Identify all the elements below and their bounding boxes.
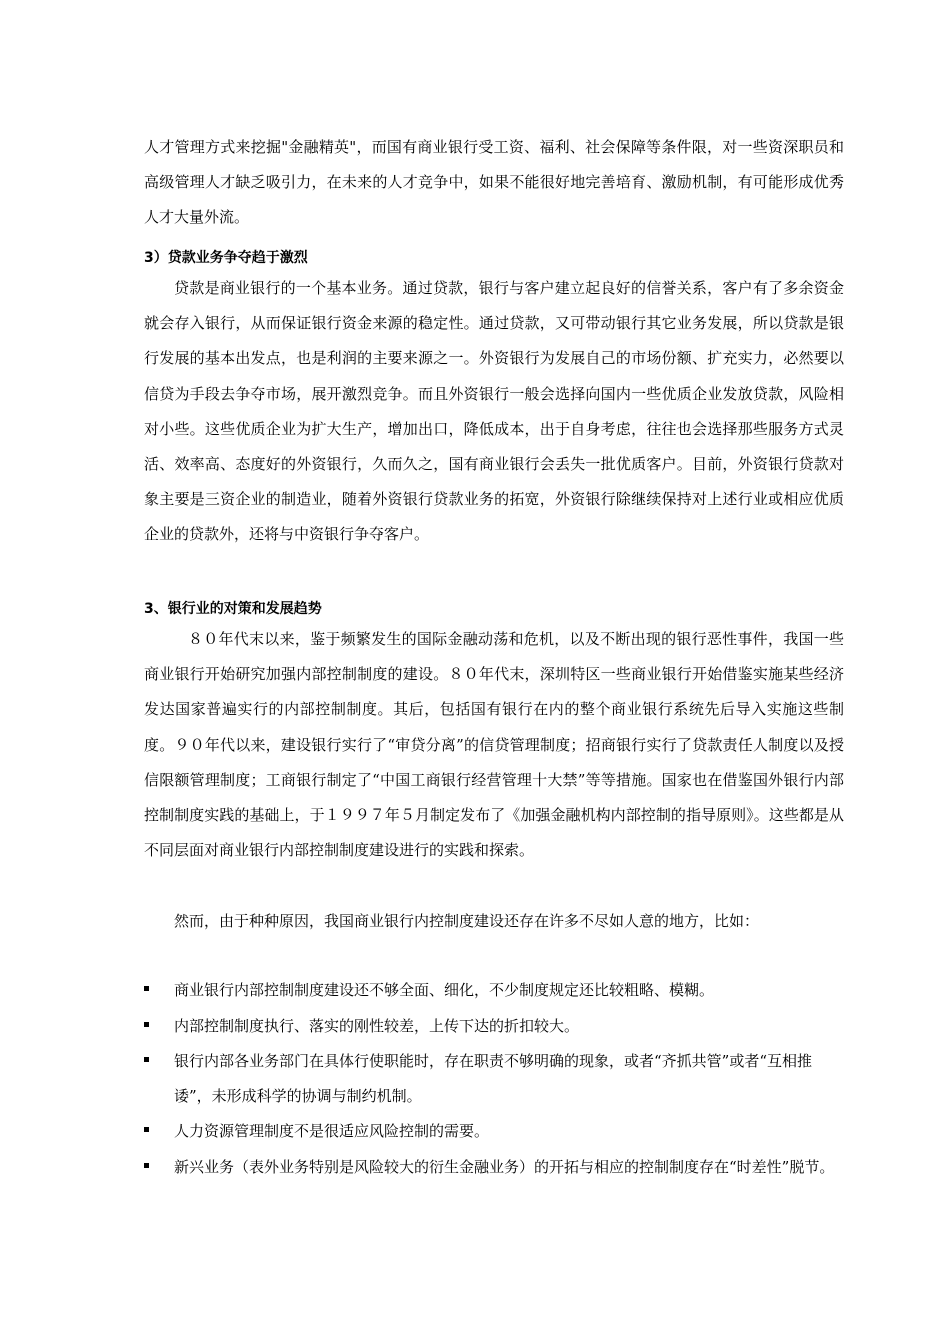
list-item-text: 人力资源管理制度不是很适应风险控制的需要。 [174,1122,490,1140]
paragraph-internal-control-history: ８０年代末以来，鉴于频繁发生的国际金融动荡和危机，以及不断出现的银行恶性事件，我国一些商业银行开始研究加强内部控制制度的建设。８０年代末，深圳特区一些商业银行开始借鉴实施某些经济发达国家普遍实行的内部控制制度。其后，包括国有银行在内的整个商业银行系统先后导入实施这些制度。９０年代以来，建设银行实行了“审贷分离”的信贷管理制度；招商银行实行了贷款责任人制度以及授信限额管理制度；工商银行制定了“中国工商银行经营管理十大禁”等等措施。国家也在借鉴国外银行内部控制制度实践的基础上，于１９９７年５月制定发布了《加强金融机构内部控制的指导原则》。这些都是从不同层面对商业银行内部控制制度建设进行的实践和探索。 [144,630,844,860]
square-bullet-icon [144,1127,149,1132]
square-bullet-icon [144,1022,149,1027]
list-item-text: 商业银行内部控制制度建设还不够全面、细化，不少制度规定还比较粗略、模糊。 [174,981,715,999]
list-item-text: 新兴业务（表外业务特别是风险较大的衍生金融业务）的开拓与相应的控制制度存在“时差性”脱节。 [174,1158,835,1176]
list-item-text: 银行内部各业务部门在具体行使职能时，存在职责不够明确的现象，或者“齐抓共管”或者“互相推诿”，未形成科学的协调与制约机制。 [174,1052,813,1106]
paragraph-talent-competition: 人才管理方式来挖掘"金融精英"，而国有商业银行受工资、福利、社会保障等条件限，对一些资深职员和高级管理人才缺乏吸引力，在未来的人才竞争中，如果不能很好地完善培育、激励机制，有可能形成优秀人才大量外流。 [144,138,844,227]
square-bullet-icon [144,986,149,991]
heading-banking-strategy: 3、银行业的对策和发展趋势 [144,601,322,617]
square-bullet-icon [144,1057,149,1062]
paragraph-loan-business: 贷款是商业银行的一个基本业务。通过贷款，银行与客户建立起良好的信誉关系，客户有了多余资金就会存入银行，从而保证银行资金来源的稳定性。通过贷款，又可带动银行其它业务发展，所以贷款是银行发展的基本出发点，也是利润的主要来源之一。外资银行为发展自己的市场份额、扩充实力，必然要以信贷为手段去争夺市场，展开激烈竞争。而且外资银行一般会选择向国内一些优质企业发放贷款，风险相对小些。这些优质企业为扩大生产，增加出口，降低成本，出于自身考虑，往往也会选择那些服务方式灵活、效率高、态度好的外资银行，久而久之，国有商业银行会丢失一批优质客户。目前，外资银行贷款对象主要是三资企业的制造业，随着外资银行贷款业务的拓宽，外资银行除继续保持对上述行业或相应优质企业的贷款外，还将与中资银行争夺客户。 [144,279,844,544]
list-item-text: 内部控制制度执行、落实的刚性较差，上传下达的折扣较大。 [174,1017,580,1035]
square-bullet-icon [144,1163,149,1168]
paragraph-shortcomings-intro: 然而，由于种种原因，我国商业银行内控制度建设还存在许多不尽如人意的地方，比如： [174,912,760,930]
heading-loan-competition: 3）贷款业务争夺趋于激烈 [144,250,308,266]
